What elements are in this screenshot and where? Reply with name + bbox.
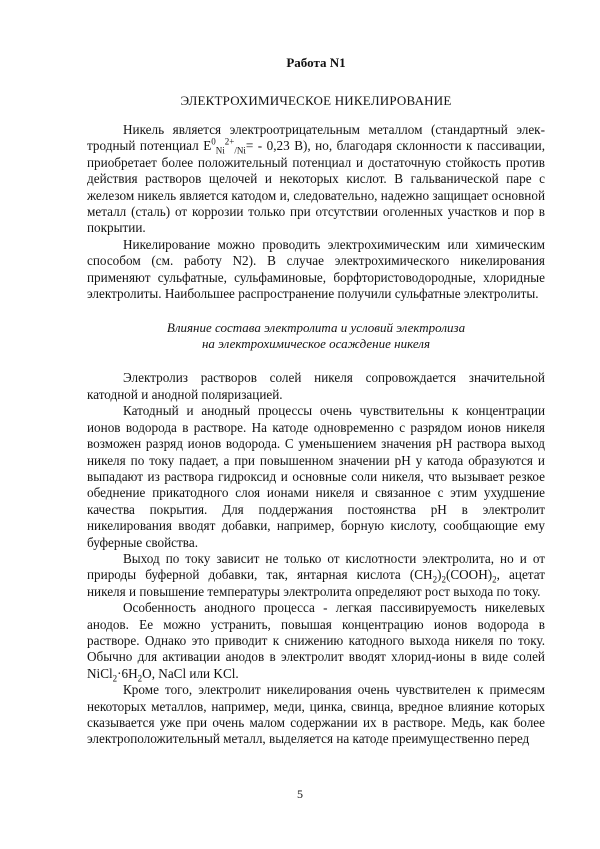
- paragraph-5-text-b: , ацетат никеля и повышение температуры электролита определяют рост выхода по току.: [87, 567, 545, 599]
- paragraph-6: [87, 600, 545, 682]
- formula-part: ): [437, 567, 442, 583]
- paragraph-4: Катодный и анодный процессы очень чувствительны к концентрации ионов водорода в растворе. На катоде одновременно с разрядом ионов никеля возможен разряд ионов водорода. С уменьшением значения pH раствора выход никеля по току падает, а при повышенном значении pH у катода образуются и выпадают из раствора гидроксид и основные соли никеля, что вызывает резкое обеднение прикатодного слоя ионами никеля и связанное с этим ухудшение качества покрытия. Для поддержания постоянства pH в электролит никелирования вводят добавки, например, борную кислоту, сообщающие ему буферные свойства.: [87, 403, 545, 550]
- potential-superscript-zero: 0: [211, 137, 216, 148]
- formula-subscript: 2: [137, 673, 143, 684]
- formula-subscript: 2: [492, 574, 497, 585]
- formula-subscript: 2: [441, 574, 446, 585]
- section-heading-line-2: на электрохимическое осаждение никеля: [201, 336, 430, 352]
- section-heading-line-1: Влияние состава электролита и условий электролиза: [166, 320, 466, 336]
- paragraph-7: Кроме того, электролит никелирования очень чувствителен к примесям некоторых металлов, например, меди, цинка, свинца, вредное влияние которых сказывается уже при очень малом содержании их в растворе. Медь, как более электроположительный металл, выделяется на катоде преимущественно перед: [87, 682, 545, 747]
- formula-part: ·6H: [117, 665, 138, 681]
- work-title: Работа N1: [286, 55, 346, 70]
- paragraph-3: Электролиз растворов солей никеля сопровождается значительной катодной и анодной поляризацией.: [87, 370, 545, 402]
- paragraph-5-text-a: Выход по току зависит не только от кислотности электролита, но и от природы буферной добавки, так, янтарная кислота (CH: [87, 550, 545, 583]
- paragraph-6-text-a: Особенность анодного процесса - легкая пассивируемость никелевых анодов. Ее можно устранить, повышая концентрацию ионов водорода в растворе. Однако это приводит к снижению катодного выхода никеля по току. Обычно для активации анодов в электролит вводят хлорид-ионы в виде солей NiCl: [87, 600, 545, 681]
- formula-subscript: 2: [432, 574, 438, 585]
- potential-subscript-ni-2: /Ni: [234, 146, 246, 157]
- section-heading: [87, 320, 545, 352]
- chapter-heading: ЭЛЕКТРОХИМИЧЕСКОЕ НИКЕЛИРОВАНИЕ: [180, 93, 452, 108]
- paragraph-1-text-b: = - 0,23 В), но, благодаря склонности к пассивации, приобретает более положительный потенциал и достаточную стойкость против действия растворов щелочей и некоторых кислот. В гальванической паре с железом никель является катодом и, следовательно, надежно защищает основной металл (сталь) от коррозии только при отсутствии оголенных участков и пор в покрытии.: [87, 138, 545, 236]
- paragraph-2: Никелирование можно проводить электрохимическим или химическим способом (см. работу N2). В случае электрохимического никелирования применяют сульфатные, сульфаминовые, борфтористоводородные, хлоридные электролиты. Наибольшее распространение получили сульфатные электролиты.: [87, 236, 545, 302]
- potential-superscript-charge: 2+: [224, 137, 235, 148]
- potential-subscript-ni: Ni: [215, 146, 225, 157]
- paragraph-6-text-b: O, NaCl или KCl.: [142, 665, 239, 681]
- page-number: 5: [297, 787, 303, 801]
- page-content: [87, 55, 545, 748]
- formula-part: (COOH): [445, 567, 493, 583]
- paragraph-1-text-a: Никель является электроотрицательным металлом (стандартный элек-тродный потенциал E: [87, 122, 545, 154]
- formula-subscript: 2: [112, 673, 118, 684]
- paragraph-5: [87, 551, 545, 600]
- paragraph-1: [87, 122, 545, 237]
